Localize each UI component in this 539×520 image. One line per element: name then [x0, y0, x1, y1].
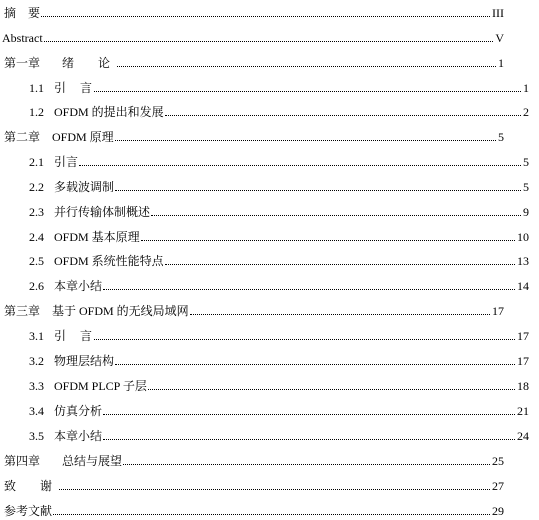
toc-entry-page: 10	[517, 230, 529, 244]
toc-entry-number: 3.3	[29, 379, 44, 393]
toc-entry-section-3-1[interactable]	[0, 325, 539, 343]
toc-entry-title: OFDM 原理	[52, 130, 114, 144]
toc-entry-number: 2.1	[29, 155, 44, 169]
toc-entry-page: 24	[517, 429, 529, 443]
toc-entry-section-2-5[interactable]	[0, 250, 539, 268]
toc-entry-number: 3.5	[29, 429, 44, 443]
dot-leader	[115, 139, 496, 141]
toc-entry-page: 9	[523, 205, 529, 219]
dot-leader	[190, 313, 490, 315]
toc-entry-number: 1.2	[29, 105, 44, 119]
dot-leader	[165, 263, 515, 265]
toc-entry-page: 17	[517, 329, 529, 343]
toc-entry-acknowledgements[interactable]	[0, 475, 514, 493]
toc-entry-number: 第一章	[4, 56, 41, 70]
dot-leader	[41, 15, 490, 17]
toc-entry-page: 29	[492, 504, 504, 518]
toc-entry-number: 2.5	[29, 254, 44, 268]
toc-entry-abstract-cn[interactable]	[0, 2, 514, 20]
toc-entry-title: 参考文献	[4, 504, 53, 518]
toc-entry-section-2-1[interactable]	[0, 151, 539, 169]
toc-entry-title: 多载波调制	[54, 180, 115, 194]
toc-entry-number: 第四章	[4, 454, 41, 468]
toc-entry-section-1-1[interactable]	[0, 77, 539, 95]
toc-entry-page: 21	[517, 404, 529, 418]
toc-entry-number: 3.1	[29, 329, 44, 343]
toc-entry-number: 1.1	[29, 81, 44, 95]
toc-entry-title: OFDM PLCP 子层	[54, 379, 147, 393]
toc-entry-section-1-2[interactable]	[0, 101, 539, 119]
toc-entry-number: 3.4	[29, 404, 44, 418]
toc-entry-section-2-2[interactable]	[0, 176, 539, 194]
dot-leader	[115, 189, 521, 191]
toc-entry-title: 引 言	[54, 81, 94, 95]
dot-leader	[44, 40, 494, 42]
toc-entry-title: 绪 论	[62, 56, 117, 70]
toc-entry-page: 17	[492, 304, 504, 318]
toc-entry-page: 2	[523, 105, 529, 119]
dot-leader	[148, 388, 515, 390]
toc-entry-number: 第二章	[4, 130, 41, 144]
toc-entry-title: 仿真分析	[54, 404, 103, 418]
toc-entry-page: 5	[523, 155, 529, 169]
toc-entry-page: 1	[523, 81, 529, 95]
dot-leader	[103, 288, 515, 290]
toc-entry-section-2-4[interactable]	[0, 226, 539, 244]
toc-entry-chapter-1[interactable]	[0, 52, 514, 70]
dot-leader	[59, 488, 490, 490]
toc-entry-number: 2.6	[29, 279, 44, 293]
toc-entry-title: OFDM 系统性能特点	[54, 254, 164, 268]
toc-entry-title: 引言	[54, 155, 79, 169]
toc-entry-number: 2.2	[29, 180, 44, 194]
dot-leader	[141, 239, 515, 241]
toc-entry-title: 引 言	[54, 329, 94, 343]
toc-entry-section-3-4[interactable]	[0, 400, 539, 418]
dot-leader	[94, 338, 515, 340]
toc-entry-page: 1	[498, 56, 504, 70]
dot-leader	[79, 164, 521, 166]
toc-entry-number: 第三章	[4, 304, 41, 318]
toc-entry-section-3-2[interactable]	[0, 350, 539, 368]
dot-leader	[151, 214, 521, 216]
toc-entry-page: 5	[498, 130, 504, 144]
toc-entry-references[interactable]	[0, 500, 514, 518]
toc-entry-title: 物理层结构	[54, 354, 115, 368]
toc-entry-title: 本章小结	[54, 279, 103, 293]
toc-entry-page: 18	[517, 379, 529, 393]
toc-entry-title: 致 谢	[4, 479, 59, 493]
toc-entry-page: V	[495, 31, 504, 45]
toc-entry-page: 13	[517, 254, 529, 268]
dot-leader	[123, 463, 490, 465]
dot-leader	[103, 413, 515, 415]
toc-entry-chapter-3[interactable]	[0, 300, 514, 318]
toc-entry-number: 3.2	[29, 354, 44, 368]
dot-leader	[103, 438, 515, 440]
toc-entry-section-2-6[interactable]	[0, 275, 539, 293]
dot-leader	[117, 65, 496, 67]
toc-entry-section-3-5[interactable]	[0, 425, 539, 443]
toc-entry-chapter-2[interactable]	[0, 126, 514, 144]
toc-entry-title: OFDM 的提出和发展	[54, 105, 164, 119]
toc-entry-number: 2.3	[29, 205, 44, 219]
toc-entry-title: 基于 OFDM 的无线局域网	[52, 304, 189, 318]
toc-entry-number: 2.4	[29, 230, 44, 244]
toc-entry-page: 5	[523, 180, 529, 194]
toc-entry-page: 25	[492, 454, 504, 468]
toc-entry-section-2-3[interactable]	[0, 201, 539, 219]
toc-entry-page: 27	[492, 479, 504, 493]
toc-entry-page: 17	[517, 354, 529, 368]
toc-entry-chapter-4[interactable]	[0, 450, 514, 468]
toc-entry-page: III	[492, 6, 504, 20]
dot-leader	[53, 513, 490, 515]
dot-leader	[115, 363, 515, 365]
toc-entry-title: OFDM 基本原理	[54, 230, 140, 244]
toc-entry-title: 本章小结	[54, 429, 103, 443]
toc-entry-page: 14	[517, 279, 529, 293]
toc-entry-title: Abstract	[2, 31, 43, 45]
toc-entry-title: 摘 要	[4, 6, 41, 20]
dot-leader	[165, 114, 521, 116]
toc-entry-title: 并行传输体制概述	[54, 205, 151, 219]
dot-leader	[94, 90, 521, 92]
toc-entry-title: 总结与展望	[62, 454, 123, 468]
toc-entry-section-3-3[interactable]	[0, 375, 539, 393]
toc-entry-abstract-en[interactable]	[0, 27, 514, 45]
